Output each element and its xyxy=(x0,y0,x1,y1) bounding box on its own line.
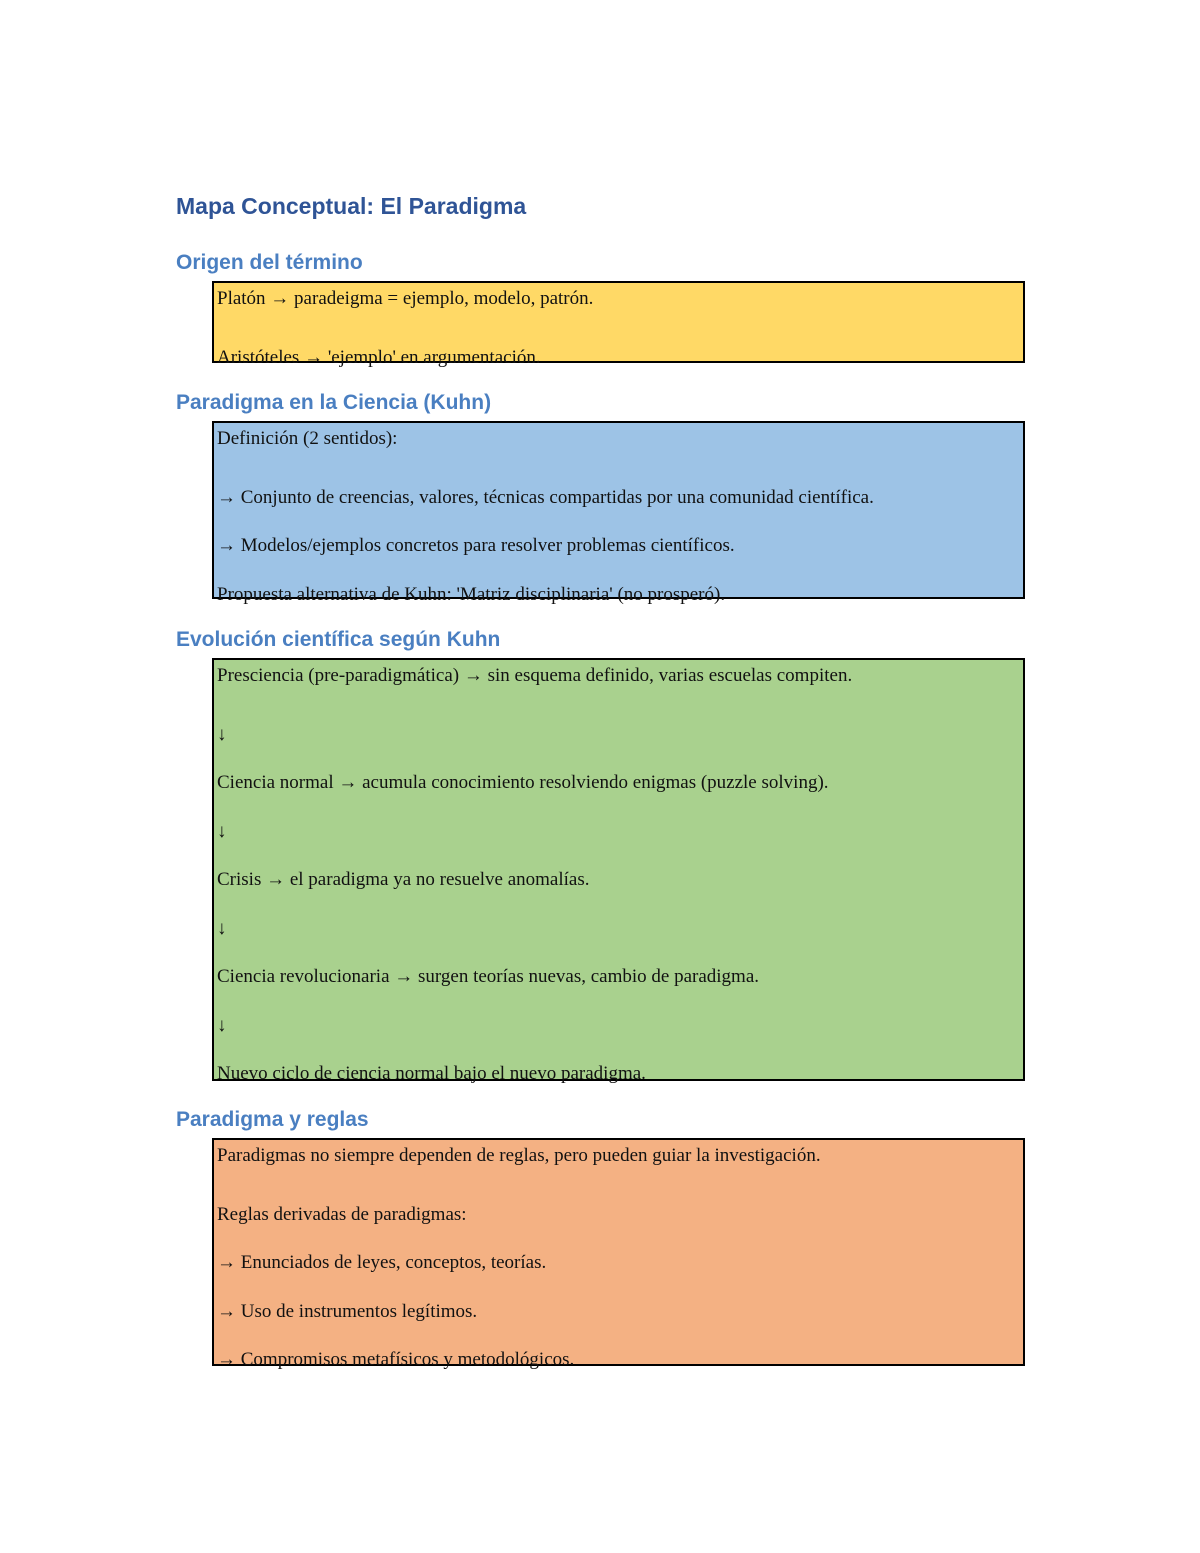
box-line: Nuevo ciclo de ciencia normal bajo el nuevo paradigma. xyxy=(217,1063,646,1084)
box-line: → Uso de instrumentos legítimos. xyxy=(217,1300,478,1322)
box-line: Propuesta alternativa de Kuhn: 'Matriz disciplinaria' (no prosperó). xyxy=(217,583,726,605)
arrow-down-icon: ↓ xyxy=(217,723,227,745)
box-line: Paradigmas no siempre dependen de reglas, pero pueden guiar la investigación. xyxy=(217,1145,821,1166)
section-box-rules xyxy=(212,1138,1025,1370)
section-heading-rules: Paradigma y reglas xyxy=(176,1108,369,1131)
box-line: Ciencia normal → acumula conocimiento resolviendo enigmas (puzzle solving). xyxy=(217,772,829,793)
box-line: Reglas derivadas de paradigmas: xyxy=(217,1203,467,1225)
section-heading-kuhn: Paradigma en la Ciencia (Kuhn) xyxy=(176,391,492,414)
box-line: → Compromisos metafísicos y metodológicos. xyxy=(217,1349,575,1370)
box-line: Ciencia revolucionaria → surgen teorías nuevas, cambio de paradigma. xyxy=(217,966,760,987)
box-line: Aristóteles → 'ejemplo' en argumentación. xyxy=(217,346,541,368)
arrow-down-icon: ↓ xyxy=(217,820,227,842)
document-title: Mapa Conceptual: El Paradigma xyxy=(176,193,527,219)
box-line: Crisis → el paradigma ya no resuelve anomalías. xyxy=(217,869,590,890)
box-line: → Conjunto de creencias, valores, técnicas compartidas por una comunidad científica. xyxy=(217,486,874,508)
section-heading-origin: Origen del término xyxy=(176,251,363,274)
arrow-down-icon: ↓ xyxy=(217,1014,227,1036)
box-line: → Enunciados de leyes, conceptos, teorías. xyxy=(217,1252,547,1273)
section-box-evolution xyxy=(212,658,1025,1084)
section-heading-evolution: Evolución científica según Kuhn xyxy=(176,628,501,651)
arrow-down-icon: ↓ xyxy=(217,917,227,939)
box-line: Definición (2 sentidos): xyxy=(217,428,398,449)
section-box-kuhn xyxy=(212,421,1025,605)
box-line: → Modelos/ejemplos concretos para resolver problemas científicos. xyxy=(217,535,735,556)
section-box-origin xyxy=(212,281,1025,368)
box-line: Presciencia (pre-paradigmática) → sin esquema definido, varias escuelas compiten. xyxy=(217,665,853,686)
box-line: Platón → paradeigma = ejemplo, modelo, patrón. xyxy=(217,288,594,309)
